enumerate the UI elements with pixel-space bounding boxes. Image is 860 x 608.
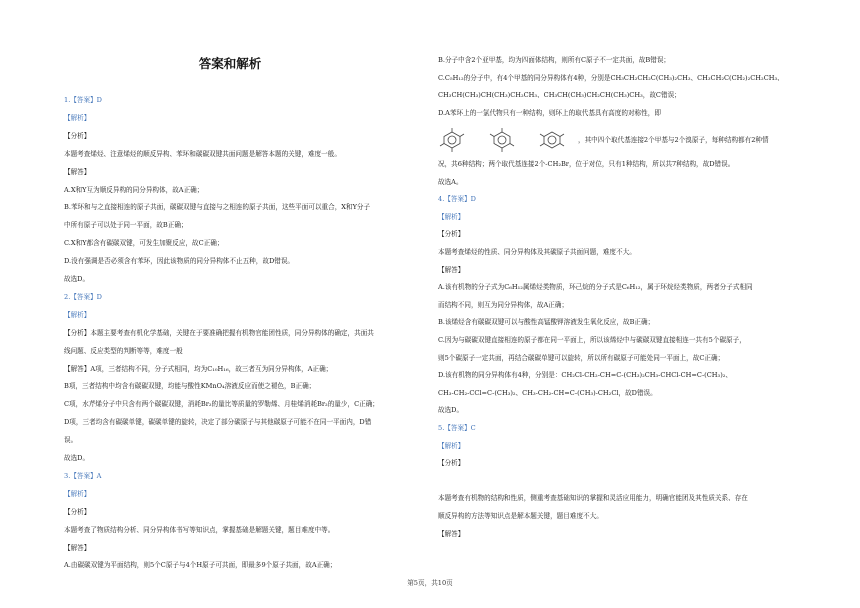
right-text-line: 本题考查有机物的结构和性质，侧重考查基础知识的掌握和灵活应用能力，明确官能团及其性质关系、存在 xyxy=(438,494,748,503)
benzene-structure-3 xyxy=(540,132,564,148)
left-text-line: 误。 xyxy=(64,436,78,445)
left-text-line: 3.【答案】A xyxy=(64,471,102,480)
left-text-line: 2.【答案】D xyxy=(64,292,102,301)
left-text-line: 【解答】A项，三者结构不同，分子式相同，均为C₁₀H₁₆，故三者互为同分异构体，A正确； xyxy=(64,364,333,373)
right-text-line: CH₃-CH₂-CCl=C-(CH₃)₂、CH₃-CH₂-CH=C-(CH₃)-CH₂Cl，故D错误。 xyxy=(438,388,657,397)
left-text-line: C.X和Y都含有碳碳双键，可发生加聚反应，故C正确； xyxy=(64,239,224,248)
left-text-line: B项，三者结构中均含有碳碳双键，均能与酸性KMnO₄溶液反应而使之褪色，B正确； xyxy=(64,382,316,391)
page-title: 答案和解析 xyxy=(198,56,262,71)
left-text-line: D项，三者均含有碳碳单键，碳碳单键的旋转，决定了部分碳原子与其他碳原子可能不在同一平面内，D错 xyxy=(64,418,372,427)
left-text-line: 本题考查了物质结构分析、同分异构体书写等知识点，掌握基础是解题关键，题目难度中等。 xyxy=(64,525,335,534)
benzene-structures-figure xyxy=(438,128,578,152)
left-text-line: 故选D。 xyxy=(64,275,90,283)
right-text-line: ，其中四个取代基连接2个甲基与2个溴原子，每种结构都有2种情 xyxy=(578,136,769,145)
left-text-line: 线问题、反应类型的判断等等，难度一般 xyxy=(64,346,183,355)
right-text-line: 故选A。 xyxy=(438,177,463,186)
left-text-line: A.X和Y互为顺反异构的同分异构体，故A正确； xyxy=(64,185,204,194)
right-text-line: 5.【答案】C xyxy=(438,424,476,432)
right-text-line: B.分子中含2个亚甲基，均为四面体结构，则所有C原子不一定共面，故B错误； xyxy=(438,56,671,64)
right-text-line: B.该烯烃含有碳碳双键可以与酸性高锰酸钾溶液发生氧化反应，故B正确； xyxy=(438,318,655,327)
right-text-line: 本题考查烯烃的性质、同分异构体及其碳原子共面问题，难度不大。 xyxy=(438,248,636,256)
right-text-line: 【解析】 xyxy=(438,212,465,221)
right-text-line: 而结构不同，则互为同分异构体，故A正确； xyxy=(438,300,569,309)
left-text-line: B.苯环和与之直接相连的原子共面，碳碳双键与直接与之相连的原子共面，这些平面可以重合，X和Y分子 xyxy=(64,203,371,212)
right-text-line: C.C₅H₁₂的分子中，有4个甲基的同分异构体有4种，分别是CH₃CH₂CH₂C(CH₃)₂CH₃、CH₃CH₂C(CH₂)₂CH₂CH₃、 xyxy=(438,73,784,82)
left-text-line: 【分析】 xyxy=(64,507,91,516)
left-text-line: 【解析】 xyxy=(64,113,91,122)
right-text-line: D.A苯环上的一氯代物只有一种结构，则环上的取代基具有高度的对称性，即 xyxy=(438,108,661,117)
right-text-line: A.该有机物的分子式为C₆H₁₂属烯烃类物质，环己烷的分子式是C₆H₁₂，属于环烷烃类物质，两者分子式相同 xyxy=(438,283,753,292)
benzene-structure-2 xyxy=(490,128,514,152)
right-text-line: C.因为与碳碳双键直接相连的原子都在同一平面上，所以该烯烃中与碳碳双键直接相连一共有5个碳原子， xyxy=(438,336,746,344)
left-text-line: 本题考查烯烃、注意烯烃的顺反异构、苯环和碳碳双键共面问题是解答本题的关键，难度一般。 xyxy=(64,149,341,158)
right-text-line: 故选D。 xyxy=(438,406,464,415)
left-text-line: C项，水芹烯分子中只含有两个碳碳双键，消耗Br₂的量比等质量的罗勒烯、月桂烯消耗Br₂的量少，C正确； xyxy=(64,400,379,409)
left-text-line: 中所有原子可以处于同一平面，故B正确； xyxy=(64,221,188,230)
right-text-line: 【解答】 xyxy=(438,265,465,274)
benzene-structure-1 xyxy=(440,128,464,152)
right-text-line: 况，共6种结构；两个取代基连接2个-CH₂Br，位于对位，只有1种结构，所以共7种结构，故D错误。 xyxy=(438,160,735,168)
left-text-line: 【分析】本题主要考查有机化学基础，关键在于要准确把握有机物官能团性质，同分异构体的确定，共面共 xyxy=(64,328,374,337)
right-text-line: CH₃CH(CH₃)CH(CH₃)CH₂CH₃、CH₃CH(CH₃)CH₂CH(CH₃)CH₃，故C错误； xyxy=(438,91,681,100)
left-text-line: 1.【答案】D xyxy=(64,96,102,104)
right-text-line: 【分析】 xyxy=(438,459,465,468)
left-text-line: 【解答】 xyxy=(64,543,91,552)
left-text-line: 【分析】 xyxy=(64,131,91,140)
left-text-line: D.没有强调是否必须含有苯环，因此该物质的同分异构体不止五种，故D错误。 xyxy=(64,257,295,266)
right-text-line: D.该有机物的同分异构体有4种，分别是：CH₂Cl-CH₂-CH=C-(CH₃)₂CH₃-CHCl-CH=C-(CH₃)₂、 xyxy=(438,371,733,380)
right-text-line: 顺反异构的方法等知识点是解本题关键，题目难度不大。 xyxy=(438,512,603,520)
left-text-line: 【解析】 xyxy=(64,489,91,498)
right-text-line: 则5个碳原子一定共面，再结合碳碳单键可以旋转，所以所有碳原子可能处同一平面上，故C正确； xyxy=(438,353,725,362)
page-footer: 第5页，共10页 xyxy=(407,579,453,587)
left-text-line: 【解析】 xyxy=(64,310,91,319)
right-text-line: 【解析】 xyxy=(438,441,465,450)
right-text-line: 【分析】 xyxy=(438,230,465,239)
left-text-line: 故选D。 xyxy=(64,454,90,462)
right-text-line: 4.【答案】D xyxy=(438,195,476,204)
right-text-line: 【解答】 xyxy=(438,529,465,538)
left-text-line: 【解答】 xyxy=(64,167,91,176)
left-text-line: A.由碳碳双键为平面结构，则5个C原子与4个H原子可共面，即最多9个原子共面，故A正确； xyxy=(64,561,337,570)
